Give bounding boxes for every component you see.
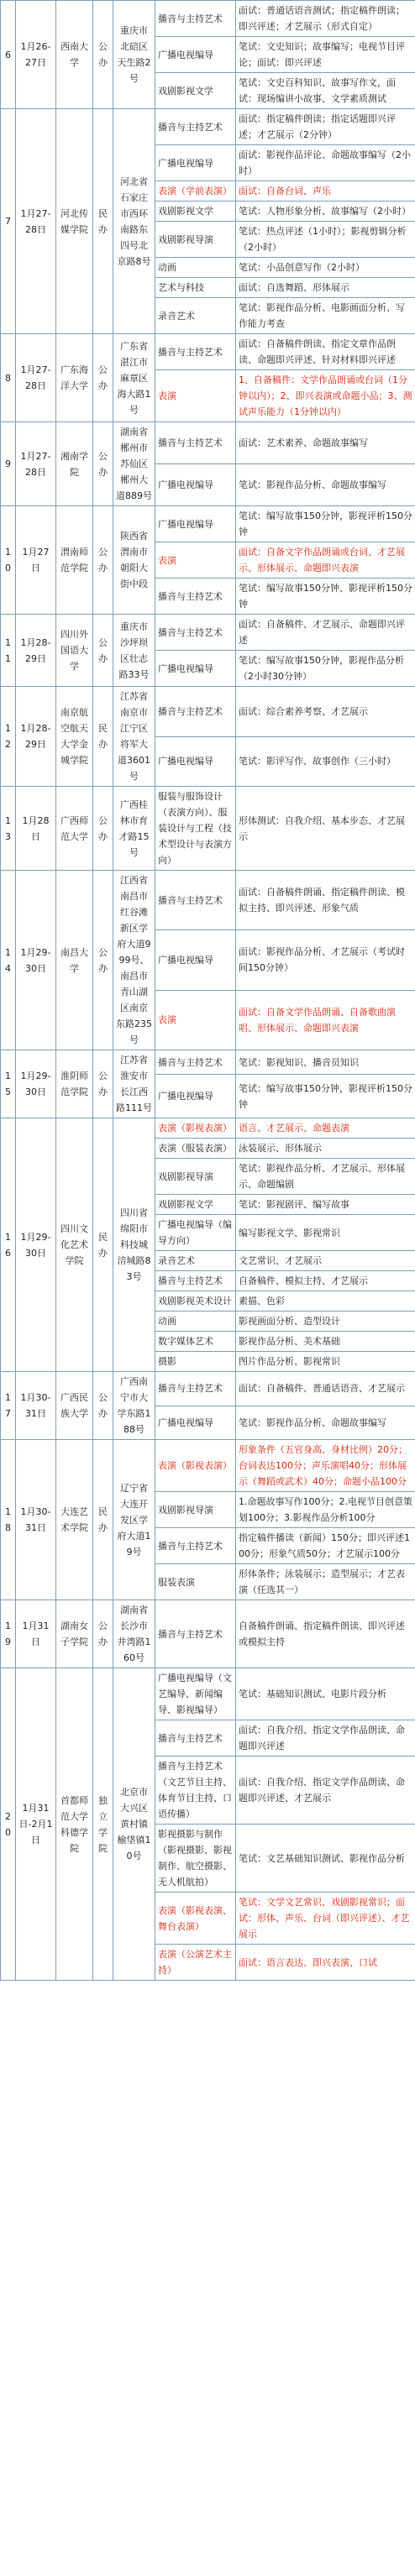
school-type: 民办 — [93, 1440, 113, 1600]
school-type: 民办 — [93, 687, 113, 787]
major-name: 播音与主持艺术 — [155, 615, 236, 651]
school-address: 湖南省长沙市井湾路160号 — [113, 1600, 155, 1668]
school-name: 湖南女子学院 — [56, 1600, 93, 1668]
exam-content: 笔试：小品创意写作（2小时） — [236, 258, 415, 278]
major-name: 戏剧影视导演 — [155, 1159, 236, 1195]
row-number: 7 — [1, 109, 16, 334]
school-address: 江苏省南京市江宁区将军大道3601号 — [113, 687, 155, 787]
school-name: 四川外国语大学 — [56, 615, 93, 687]
major-name: 动画 — [155, 258, 236, 278]
exam-content: 笔试：编写故事150分钟，影视作品分析（2小时30分钟） — [236, 651, 415, 687]
exam-content: 面试：自选舞蹈、形体展示 — [236, 278, 415, 298]
major-name: 表演 — [155, 990, 236, 1050]
school-name: 湘南学院 — [56, 422, 93, 506]
exam-date: 1月30-31日 — [16, 1440, 56, 1600]
exam-content: 笔试：热点评述（1小时）；影视剪辑分析（2小时） — [236, 222, 415, 258]
major-name: 广播电视编导 — [155, 930, 236, 990]
major-name: 播音与主持艺术 — [155, 109, 236, 145]
exam-content: 影视画面分析、造型设计 — [236, 1312, 415, 1332]
exam-content: 面试：自备台词、声乐 — [236, 181, 415, 202]
school-address: 湖南省郴州市苏仙区郴州大道889号 — [113, 422, 155, 506]
exam-date: 1月29-30日 — [16, 871, 56, 1050]
exam-date: 1月28-29日 — [16, 687, 56, 787]
major-name: 表演（影视表演、舞台表演） — [155, 1893, 236, 1945]
school-address: 重庆市沙坪坝区壮志路33号 — [113, 615, 155, 687]
exam-content: 笔试：编写故事150分钟、影视评析150分钟 — [236, 579, 415, 615]
major-name: 播音与主持艺术 — [155, 871, 236, 930]
exam-content: 泳装展示、形体展示 — [236, 1139, 415, 1159]
exam-content: 自备稿件、模拟主持、才艺展示 — [236, 1271, 415, 1291]
major-name: 播音与主持艺术（文艺节目主持、体育节目主持、口语传播） — [155, 1757, 236, 1825]
school-name: 西南大学 — [56, 1, 93, 109]
exam-content: 1、自备稿件：文学作品朗诵或台词（1分钟以内）；2、即兴表演或命题小品；3、测试声乐能力（1分钟以内） — [236, 370, 415, 422]
school-name: 首都师范大学科德学院 — [56, 1668, 93, 1981]
exam-content: 笔试：基础知识测试、电影片段分析 — [236, 1668, 415, 1720]
major-name: 戏剧影视导演 — [155, 1492, 236, 1528]
exam-content: 语言、才艺展示、命题表演 — [236, 1118, 415, 1139]
exam-content: 图片作品分析、影视常识 — [236, 1352, 415, 1372]
exam-content: 笔试：影视剧评、编写故事 — [236, 1195, 415, 1215]
major-name: 录音艺术 — [155, 298, 236, 334]
school-type: 独立学院 — [93, 1668, 113, 1981]
table-row — [1, 109, 415, 145]
exam-content: 形象条件（五官身高、身材比例）20分；台词表达100分；声乐演唱40分；形体展示（舞蹈或武术）40分；命题小品100分 — [236, 1440, 415, 1492]
major-name: 播音与主持艺术 — [155, 1271, 236, 1291]
exam-date: 1月27日 — [16, 506, 56, 615]
major-name: 表演（影视表演） — [155, 1440, 236, 1492]
exam-content: 面试：自备文字作品朗诵或台词、才艺展示、形体展示、命题即兴表演 — [236, 542, 415, 579]
row-number: 19 — [1, 1600, 16, 1668]
table-row — [1, 687, 415, 737]
school-address: 广西桂林市育才路15号 — [113, 787, 155, 871]
exam-content: 笔试：文史百科知识、故事写作文，面试：现场编讲小故事、文学素质测试 — [236, 73, 415, 109]
major-name: 广播电视编导 — [155, 145, 236, 181]
school-name: 渭南师范学院 — [56, 506, 93, 615]
school-name: 广西民族大学 — [56, 1372, 93, 1440]
major-name: 播音与主持艺术 — [155, 687, 236, 737]
major-name: 戏剧影视导演 — [155, 222, 236, 258]
exam-content: 形体测试：自我介绍、基本步态、才艺展示 — [236, 787, 415, 871]
table-row — [1, 615, 415, 651]
school-type: 公办 — [93, 787, 113, 871]
exam-content: 面试：艺术素养、命题故事编写 — [236, 422, 415, 464]
exam-content: 笔试：文学文艺常识、戏剧影视常识；面试：形体、声乐、台词（即兴评述）、才艺展示 — [236, 1893, 415, 1945]
exam-content: 面试：语言表达、即兴表演、口试 — [236, 1945, 415, 1981]
row-number: 6 — [1, 1, 16, 109]
major-name: 表演（学前表演） — [155, 181, 236, 202]
school-address: 四川省绵阳市科技城涪城路83号 — [113, 1118, 155, 1372]
exam-content: 面试：自备稿件、普通话语音、才艺展示 — [236, 1372, 415, 1406]
school-name: 淮阴师范学院 — [56, 1050, 93, 1118]
school-type: 公办 — [93, 1, 113, 109]
table-row — [1, 506, 415, 542]
school-name: 广西师范大学 — [56, 787, 93, 871]
exam-content: 笔试：文史知识；故事编写；电视节目评论；面试：即兴评述 — [236, 37, 415, 73]
row-number: 9 — [1, 422, 16, 506]
exam-content: 笔试：编写故事150分钟，影视评析150分钟 — [236, 506, 415, 542]
school-name: 南京航空航天大学金城学院 — [56, 687, 93, 787]
major-name: 广播电视编导 — [155, 506, 236, 542]
major-name: 影视摄影与制作（影视摄影、影视制作、航空摄影、无人机航拍） — [155, 1825, 236, 1893]
row-number: 15 — [1, 1050, 16, 1118]
table-row — [1, 1600, 415, 1668]
exam-content: 面试：影视作品评论、命题故事编写（2小时） — [236, 145, 415, 181]
exam-content: 面试：自备稿件朗读、指定文章作品朗读、命题即兴评述、针对材料即兴评述 — [236, 334, 415, 370]
row-number: 10 — [1, 506, 16, 615]
exam-content: 笔试：影视作品分析、电影画面分析、写作能力考查 — [236, 298, 415, 334]
exam-content: 面试：普通话语音测试；指定稿件朗读；即兴评述；才艺展示（形式自定） — [236, 1, 415, 37]
school-address: 江西省南昌市红谷滩新区学府大道999号、南昌市青山湖区南京东路235号 — [113, 871, 155, 1050]
exam-content: 形体条件；泳装展示；造型展示；才艺表演（任选其一） — [236, 1564, 415, 1600]
major-name: 表演（服装表演） — [155, 1139, 236, 1159]
school-type: 公办 — [93, 334, 113, 422]
school-address: 广西南宁市大学东路188号 — [113, 1372, 155, 1440]
exam-content: 面试：自我介绍、指定文学作品朗读、命题即兴评述、才艺展示 — [236, 1757, 415, 1825]
exam-content: 笔试：影视作品分析、命题故事编写 — [236, 1406, 415, 1440]
major-name: 播音与主持艺术 — [155, 579, 236, 615]
school-address: 江苏省淮安市长江西路111号 — [113, 1050, 155, 1118]
school-name: 南昌大学 — [56, 871, 93, 1050]
exam-content: 笔试：编写故事150分钟，影视评析150分钟 — [236, 1075, 415, 1118]
major-name: 播音与主持艺术 — [155, 1050, 236, 1075]
exam-content: 笔试：影视作品分析、才艺展示、形体展示、命题编剧 — [236, 1159, 415, 1195]
table-row — [1, 1050, 415, 1075]
school-type: 公办 — [93, 1050, 113, 1118]
school-name: 大连艺术学院 — [56, 1440, 93, 1600]
school-type: 公办 — [93, 1600, 113, 1668]
table-row — [1, 1118, 415, 1139]
school-name: 河北传媒学院 — [56, 109, 93, 334]
major-name: 广播电视编导 — [155, 464, 236, 506]
table-row — [1, 1440, 415, 1492]
table-row — [1, 334, 415, 370]
school-address: 辽宁省大连开发区学府大道19号 — [113, 1440, 155, 1600]
school-address: 陕西省渭南市朝阳大街中段 — [113, 506, 155, 615]
exam-content: 笔试：文艺基础知识测试、影视作品分析 — [236, 1825, 415, 1893]
major-name: 广播电视编导 — [155, 1075, 236, 1118]
table-row — [1, 871, 415, 930]
school-name: 广东海洋大学 — [56, 334, 93, 422]
school-address: 北京市大兴区黄村镇榆垡镇10号 — [113, 1668, 155, 1981]
exam-content: 面试：自我介绍、指定文学作品朗读、命题即兴评述 — [236, 1720, 415, 1757]
major-name: 广播电视编导 — [155, 651, 236, 687]
exam-date: 1月28日 — [16, 787, 56, 871]
exam-content: 面试：综合素养考察、才艺展示 — [236, 687, 415, 737]
school-address: 重庆市北碚区天生路2号 — [113, 1, 155, 109]
exam-date: 1月30-31日 — [16, 1372, 56, 1440]
exam-content: 影视作品分析、美术基础 — [236, 1332, 415, 1352]
major-name: 表演 — [155, 542, 236, 579]
school-name: 四川文化艺术学院 — [56, 1118, 93, 1372]
school-type: 公办 — [93, 422, 113, 506]
exam-content: 面试：自备文学作品朗诵、自备歌曲演唱、形体展示、命题即兴表演 — [236, 990, 415, 1050]
exam-content: 面试：自备稿件朗诵、指定稿件朗读、模拟主持、即兴评述、形象气质 — [236, 871, 415, 930]
exam-date: 1月28-29日 — [16, 615, 56, 687]
row-number: 17 — [1, 1372, 16, 1440]
major-name: 服装与服饰设计（表演方向）、服装设计与工程（技术型设计与表演方向） — [155, 787, 236, 871]
exam-content: 笔试：人物形象分析、故事编写（2小时） — [236, 202, 415, 222]
exam-content: 面试：指定稿件朗读；指定话题即兴评述；才艺展示（2分钟） — [236, 109, 415, 145]
table-row — [1, 1, 415, 37]
major-name: 广播电视编导（编导方向） — [155, 1215, 236, 1251]
exam-date: 1月27-28日 — [16, 422, 56, 506]
row-number: 20 — [1, 1668, 16, 1981]
major-name: 戏剧影视文学 — [155, 202, 236, 222]
major-name: 表演 — [155, 370, 236, 422]
major-name: 播音与主持艺术 — [155, 334, 236, 370]
school-address: 广东省湛江市麻章区海大路1号 — [113, 334, 155, 422]
exam-content: 1.命题故事写作100分；2.电视节目创意策划100分；3.影视作品分析100分 — [236, 1492, 415, 1528]
row-number: 8 — [1, 334, 16, 422]
major-name: 表演（影视表演） — [155, 1118, 236, 1139]
major-name: 戏剧影视文学 — [155, 73, 236, 109]
school-address: 河北省石家庄市西环南路东四号北京路8号 — [113, 109, 155, 334]
exam-content: 笔试：影评写作、故事创作（三小时） — [236, 736, 415, 787]
major-name: 广播电视编导 — [155, 1406, 236, 1440]
major-name: 表演（公演艺术主持） — [155, 1945, 236, 1981]
major-name: 播音与主持艺术 — [155, 1528, 236, 1564]
table-row — [1, 787, 415, 871]
major-name: 戏剧影视美术设计 — [155, 1291, 236, 1312]
exam-content: 面试：影视作品分析、才艺展示（考试时间150分钟） — [236, 930, 415, 990]
exam-date: 1月29-30日 — [16, 1118, 56, 1372]
major-name: 播音与主持艺术 — [155, 1372, 236, 1406]
major-name: 服装表演 — [155, 1564, 236, 1600]
row-number: 13 — [1, 787, 16, 871]
school-type: 公办 — [93, 1372, 113, 1440]
exam-content: 笔试：影视作品分析、命题故事编写 — [236, 464, 415, 506]
major-name: 播音与主持艺术 — [155, 1720, 236, 1757]
school-type: 公办 — [93, 871, 113, 1050]
table-row — [1, 1668, 415, 1720]
row-number: 18 — [1, 1440, 16, 1600]
exam-date: 1月31日 — [16, 1600, 56, 1668]
row-number: 11 — [1, 615, 16, 687]
exam-content: 指定稿件播读（新闻）150分；即兴评述100分；形象气质50分；才艺展示100分 — [236, 1528, 415, 1564]
school-type: 民办 — [93, 1118, 113, 1372]
major-name: 数字媒体艺术 — [155, 1332, 236, 1352]
exam-content: 素描、色彩 — [236, 1291, 415, 1312]
exam-date: 1月26-27日 — [16, 1, 56, 109]
row-number: 12 — [1, 687, 16, 787]
exam-content: 自备稿件朗诵、指定稿件朗读、即兴评述或模拟主持 — [236, 1600, 415, 1668]
school-type: 公办 — [93, 506, 113, 615]
major-name: 广播电视编导 — [155, 736, 236, 787]
exam-content: 文艺常识、才艺展示 — [236, 1251, 415, 1271]
exam-content: 笔试：影视知识、播音员知识 — [236, 1050, 415, 1075]
row-number: 14 — [1, 871, 16, 1050]
school-type: 民办 — [93, 109, 113, 334]
exam-date: 1月29-30日 — [16, 1050, 56, 1118]
row-number: 16 — [1, 1118, 16, 1372]
table-body — [1, 1, 415, 1981]
exam-date: 1月27-28日 — [16, 109, 56, 334]
major-name: 动画 — [155, 1312, 236, 1332]
exam-date: 1月27-28日 — [16, 334, 56, 422]
major-name: 广播电视编导 — [155, 37, 236, 73]
school-type: 公办 — [93, 615, 113, 687]
table-row — [1, 422, 415, 464]
major-name: 艺术与科技 — [155, 278, 236, 298]
exam-content: 面试：自备稿件、才艺展示、命题即兴评述 — [236, 615, 415, 651]
major-name: 播音与主持艺术 — [155, 1, 236, 37]
exam-content: 编写影视文学、影视常识 — [236, 1215, 415, 1251]
major-name: 戏剧影视文学 — [155, 1195, 236, 1215]
major-name: 播音与主持艺术 — [155, 1600, 236, 1668]
table-row — [1, 1372, 415, 1406]
major-name: 摄影 — [155, 1352, 236, 1372]
exam-date: 1月31日-2月1日 — [16, 1668, 56, 1981]
major-name: 播音与主持艺术 — [155, 422, 236, 464]
major-name: 广播电视编导（文艺编导、新闻编导、影视编导） — [155, 1668, 236, 1720]
major-name: 录音艺术 — [155, 1251, 236, 1271]
